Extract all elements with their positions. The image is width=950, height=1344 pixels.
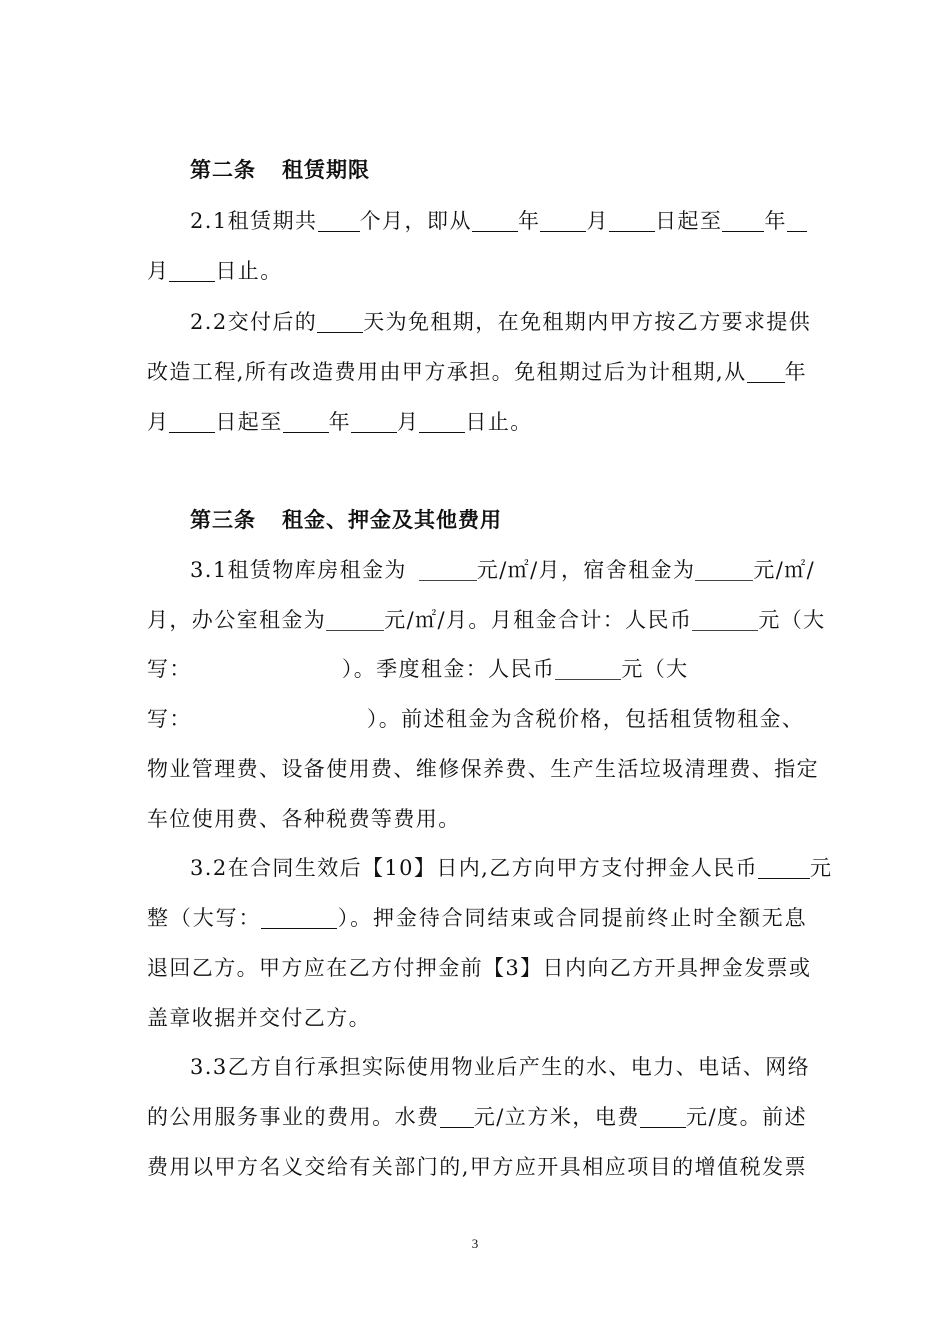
clause-3-2-line-2: 整（大写： ）。押金待合同结束或合同提前终止时全额无息: [147, 896, 807, 940]
blank-month: [351, 406, 397, 433]
clause-2-1-line-2: 月 日止。: [147, 249, 807, 293]
blank-months: [318, 205, 360, 232]
clause-3-1-line-3: 写： ）。季度租金：人民币 元（大: [147, 647, 807, 691]
blank-deposit-amount: [758, 852, 810, 879]
blank-warehouse-rent: [419, 554, 477, 581]
clause-3-1-line-4: 写： ）。前述租金为含税价格，包括租赁物租金、: [147, 707, 805, 731]
blank-monthly-total: [692, 604, 758, 631]
clause-3-2-line-3: 退回乙方。甲方应在乙方付押金前【3】日内向乙方开具押金发票或: [147, 956, 812, 980]
section-heading-term: [190, 148, 807, 192]
clause-2-2-line-3: 月 日起至 年 月 日止。: [147, 400, 807, 444]
clause-3-1-line-2: 月，办公室租金为 元/㎡/月。月租金合计：人民币 元（大: [147, 598, 807, 642]
clause-3-1-line-5: 物业管理费、设备使用费、维修保养费、生产生活垃圾清理费、指定: [147, 757, 819, 781]
blank-year: [472, 205, 518, 232]
clause-3-3-line-3: 费用以甲方名义交给有关部门的,甲方应开具相应项目的增值税发票: [147, 1155, 807, 1179]
clause-3-3-line-2: 的公用服务事业的费用。水费 元/立方米，电费 元/度。前述: [147, 1095, 807, 1139]
blank-free-days: [317, 306, 363, 333]
clause-3-1-line-1: 3.1租赁物库房租金为 元/㎡/月，宿舍租金为 元/㎡/: [190, 548, 807, 592]
blank-electricity-fee: [640, 1101, 686, 1128]
clause-2-2-line-1: 2.2交付后的 天为免租期，在免租期内甲方按乙方要求提供: [190, 300, 807, 344]
heading-title: 租赁期限: [282, 158, 370, 182]
clause-3-3-line-1: 3.3乙方自行承担实际使用物业后产生的水、电力、电话、网络: [190, 1055, 810, 1079]
blank-month: [540, 205, 586, 232]
blank-day: [609, 205, 655, 232]
heading-title: 租金、押金及其他费用: [282, 508, 502, 532]
blank-quarterly-total: [555, 653, 621, 680]
clause-2-1-line-1: 2.1租赁期共 个月，即从 年 月 日起至 年: [190, 199, 807, 243]
section-heading-rent: [190, 498, 807, 542]
blank-year: [283, 406, 329, 433]
blank-day: [419, 406, 465, 433]
blank-day: [169, 406, 215, 433]
clause-3-1-line-6: 车位使用费、各种税费等费用。: [147, 807, 461, 831]
blank-deposit-words: [261, 902, 337, 929]
blank-office-rent: [326, 604, 384, 631]
heading-number: 第二条: [190, 158, 256, 182]
blank-dorm-rent: [695, 554, 753, 581]
clause-2-2-line-2: 改造工程,所有改造费用由甲方承担。免租期过后为计租期,从 年: [147, 350, 807, 394]
clause-3-2-line-1: 3.2在合同生效后【10】日内,乙方向甲方支付押金人民币 元: [190, 846, 807, 890]
page-number: 3: [471, 1236, 479, 1251]
blank-month: [787, 205, 807, 232]
blank-water-fee: [440, 1101, 474, 1128]
blank-year: [722, 205, 764, 232]
blank-year: [747, 356, 785, 383]
blank-day: [169, 255, 215, 282]
clause-3-2-line-4: 盖章收据并交付乙方。: [147, 1006, 371, 1030]
heading-number: 第三条: [190, 508, 256, 532]
